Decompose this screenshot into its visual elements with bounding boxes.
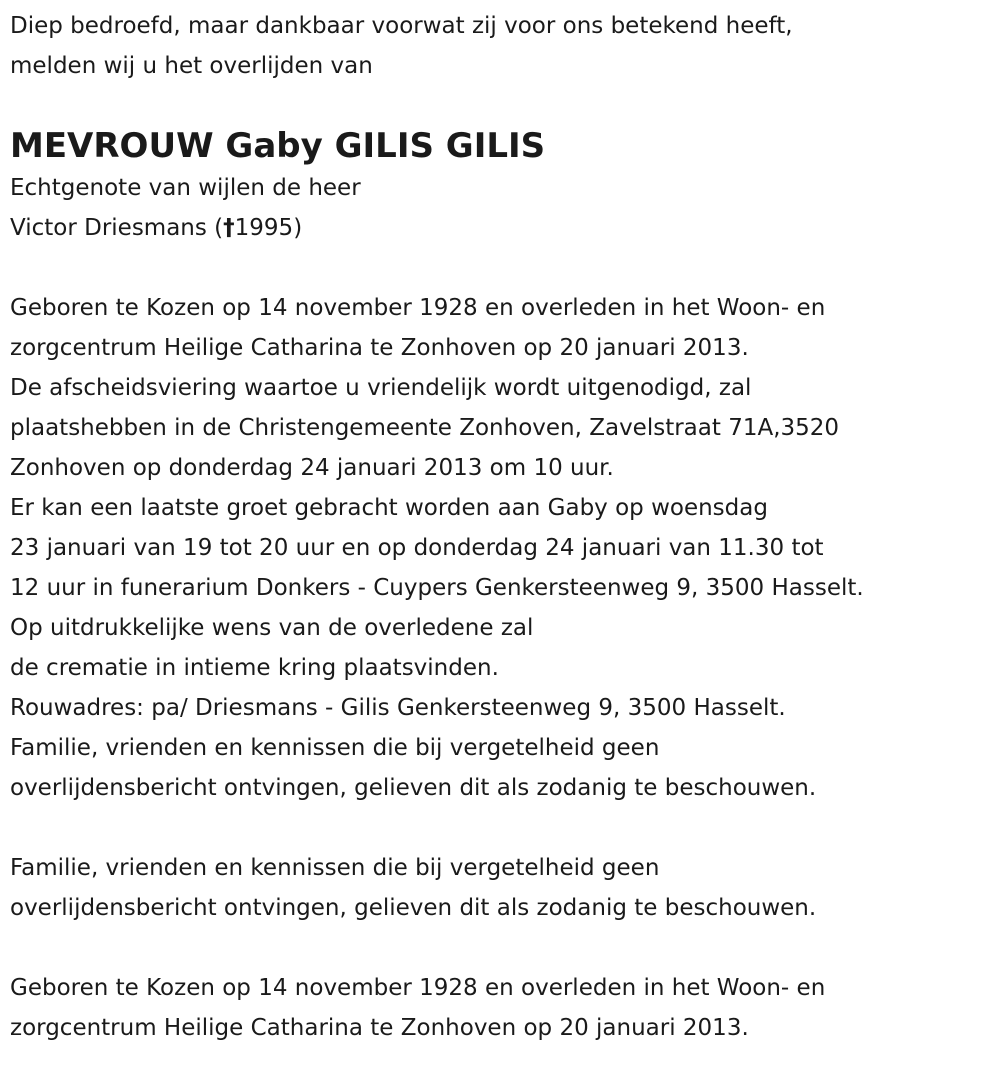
deceased-name: MEVROUW Gaby GILIS GILIS <box>10 126 546 166</box>
spouse-line-1: Echtgenote van wijlen de heer <box>10 175 361 201</box>
intro-line: melden wij u het overlijden van <box>10 53 373 79</box>
spacer <box>10 808 995 848</box>
paragraph-line: plaatshebben in de Christengemeente Zonhoven, Zavelstraat 71A,3520 <box>10 415 840 441</box>
intro-text <box>10 6 995 86</box>
spouse-death-year: 1995) <box>234 215 303 241</box>
paragraph-birth <box>10 968 995 1048</box>
paragraph-line: Geboren te Kozen op 14 november 1928 en overleden in het Woon- en <box>10 975 826 1001</box>
paragraph-line: Op uitdrukkelijke wens van de overledene zal <box>10 615 534 641</box>
spouse-line-2 <box>10 208 995 248</box>
paragraph-line: De afscheidsviering waartoe u vriendelijk wordt uitgenodigd, zal <box>10 375 752 401</box>
spouse-name: Victor Driesmans ( <box>10 215 224 241</box>
spacer <box>10 928 995 968</box>
spouse-info <box>10 168 995 248</box>
paragraph-line: Familie, vrienden en kennissen die bij vergetelheid geen <box>10 735 660 761</box>
paragraph-main <box>10 288 995 808</box>
paragraph-line: Familie, vrienden en kennissen die bij vergetelheid geen <box>10 855 660 881</box>
paragraph-line: 12 uur in funerarium Donkers - Cuypers Genkersteenweg 9, 3500 Hasselt. <box>10 575 864 601</box>
paragraph-line: overlijdensbericht ontvingen, gelieven dit als zodanig te beschouwen. <box>10 775 817 801</box>
paragraph-line: Er kan een laatste groet gebracht worden aan Gaby op woensdag <box>10 495 768 521</box>
spacer <box>10 248 995 288</box>
paragraph-line: zorgcentrum Heilige Catharina te Zonhoven op 20 januari 2013. <box>10 335 749 361</box>
paragraph-line: 23 januari van 19 tot 20 uur en op donderdag 24 januari van 11.30 tot <box>10 535 824 561</box>
paragraph-line: de crematie in intieme kring plaatsvinden. <box>10 655 499 681</box>
obituary-notice <box>10 6 995 1048</box>
paragraph-line: overlijdensbericht ontvingen, gelieven dit als zodanig te beschouwen. <box>10 895 817 921</box>
paragraph-notice <box>10 848 995 928</box>
paragraph-line: Rouwadres: pa/ Driesmans - Gilis Genkersteenweg 9, 3500 Hasselt. <box>10 695 786 721</box>
cross-icon: † <box>223 215 235 241</box>
paragraph-line: Zonhoven op donderdag 24 januari 2013 om 10 uur. <box>10 455 614 481</box>
paragraph-line: zorgcentrum Heilige Catharina te Zonhoven op 20 januari 2013. <box>10 1015 749 1041</box>
paragraph-line: Geboren te Kozen op 14 november 1928 en overleden in het Woon- en <box>10 295 826 321</box>
intro-line: Diep bedroefd, maar dankbaar voorwat zij voor ons betekend heeft, <box>10 13 793 39</box>
